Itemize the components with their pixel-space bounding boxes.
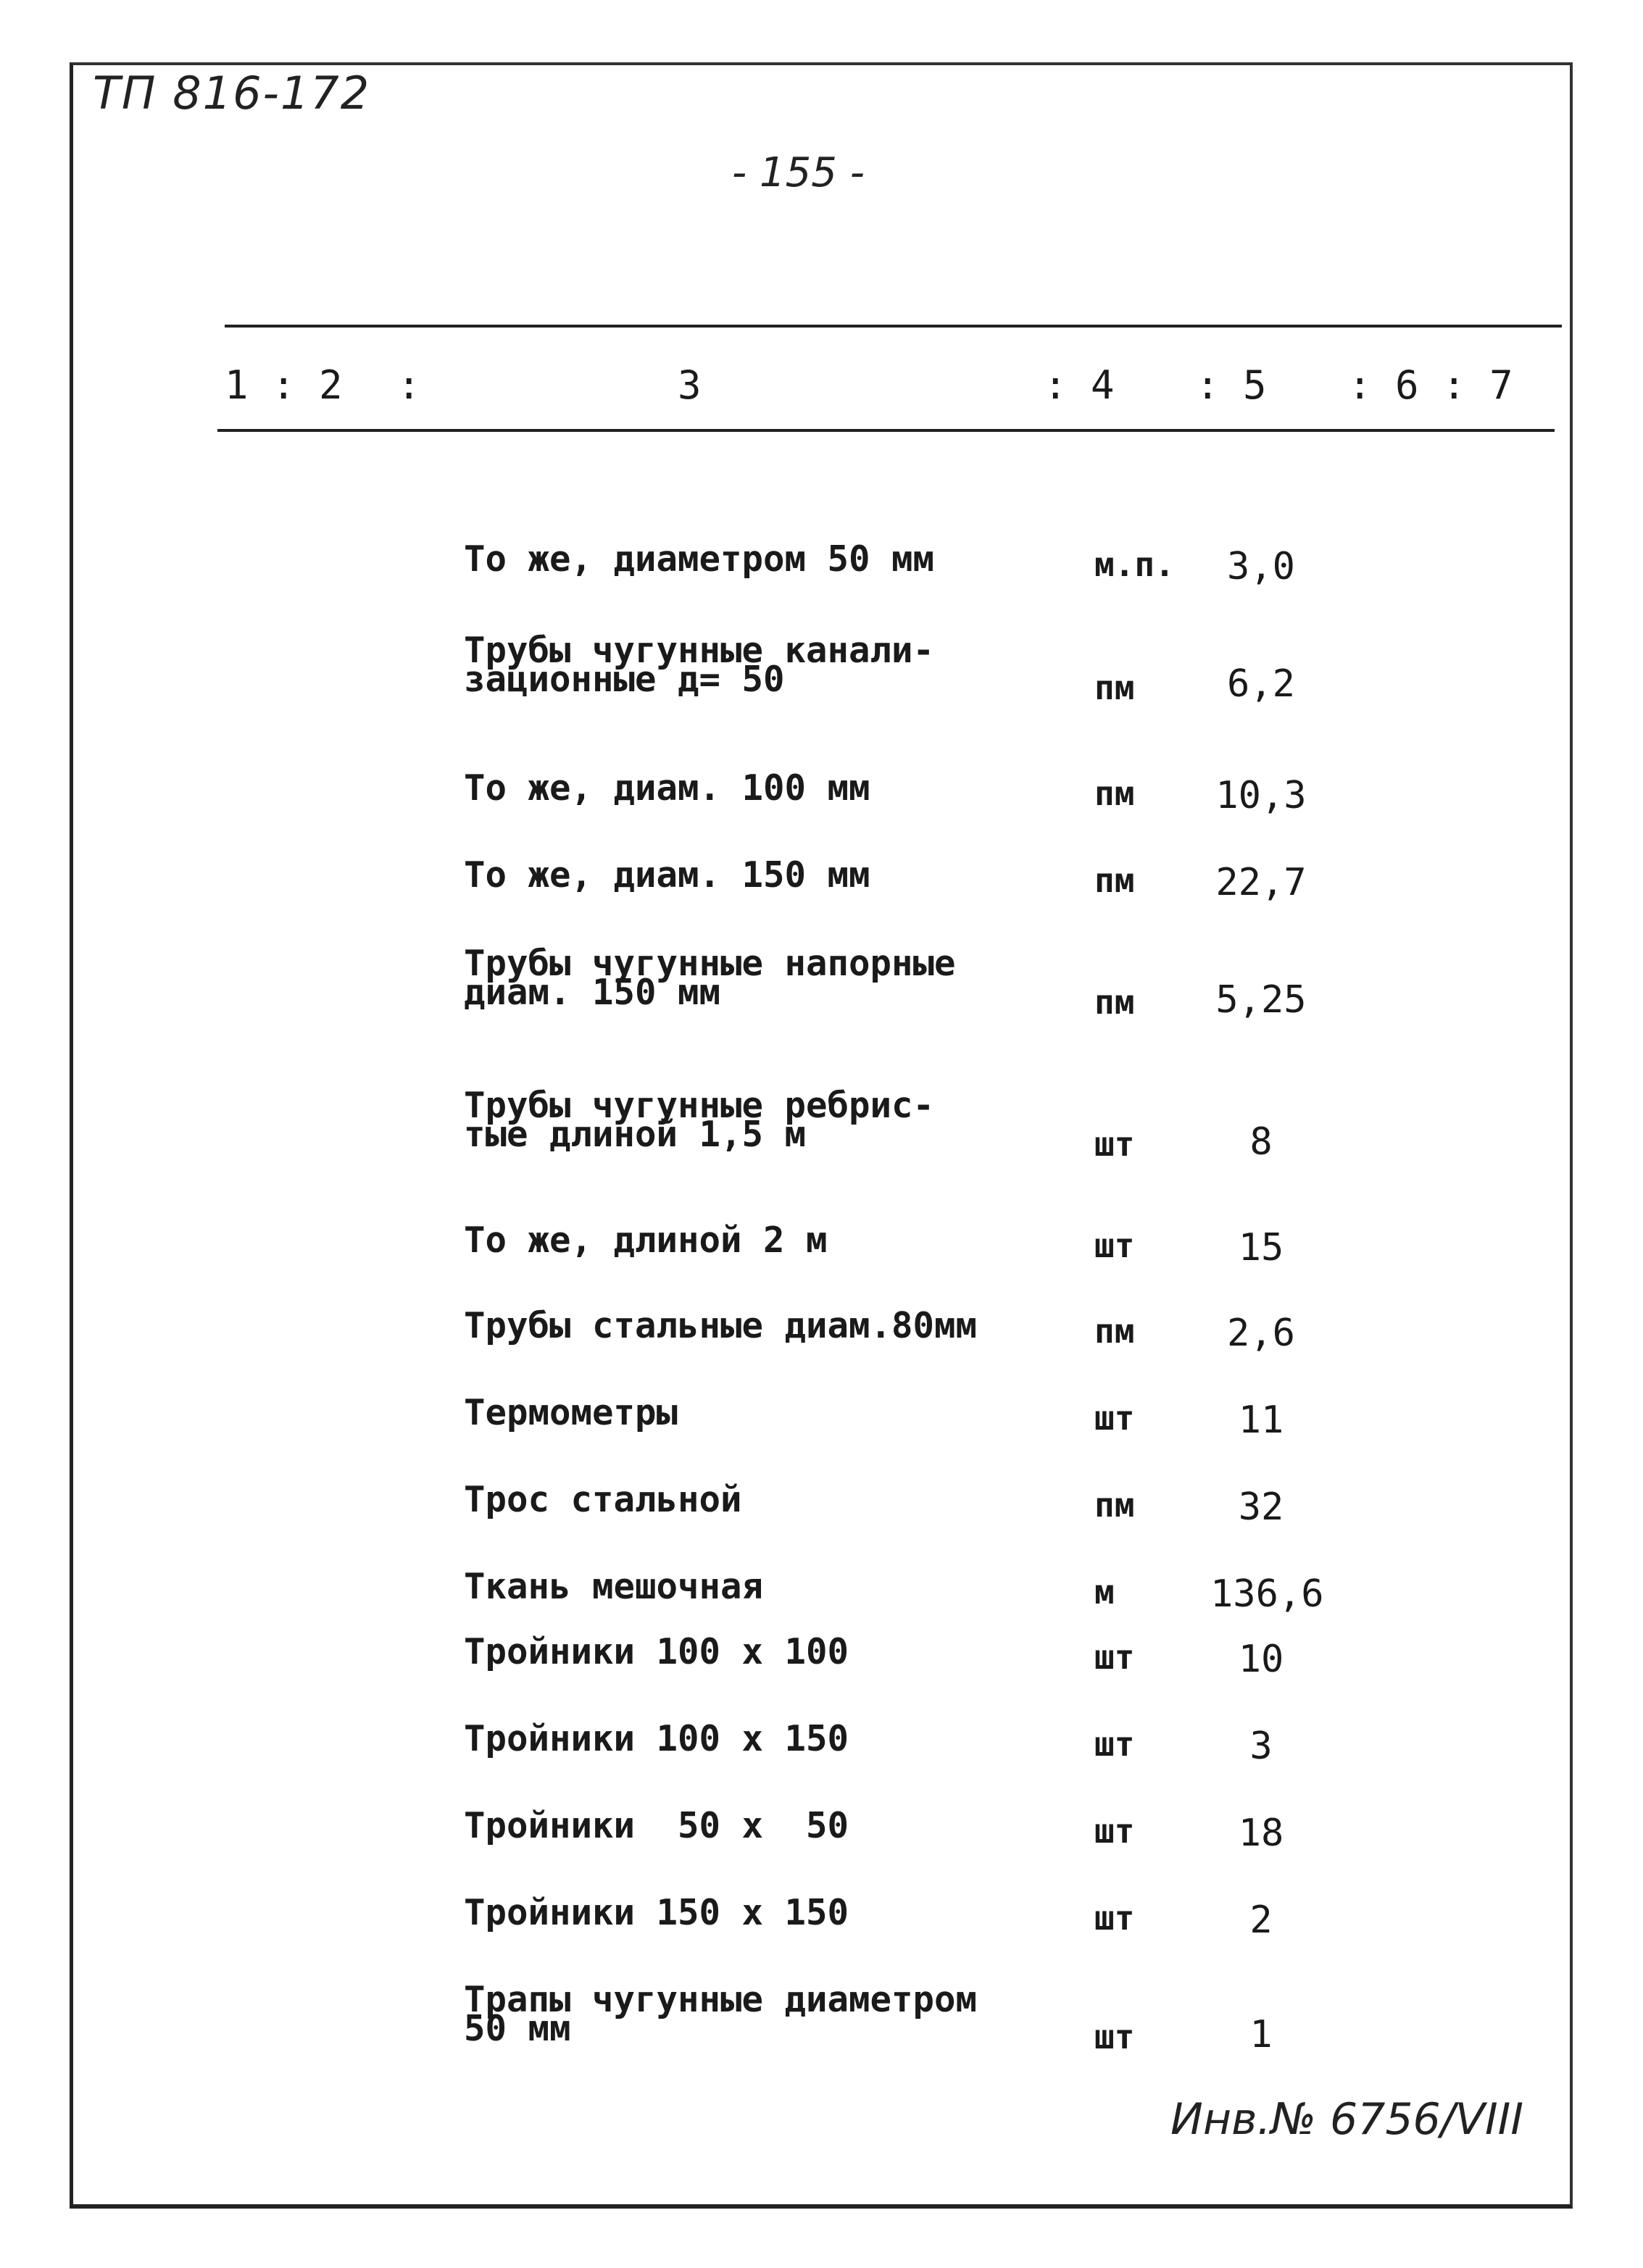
item-qty: 10,3 [1215, 774, 1307, 817]
item-qty: 5,25 [1215, 978, 1307, 1022]
item-qty: 6,2 [1227, 662, 1295, 706]
item-unit: шт [1094, 1725, 1135, 1764]
header-col-6-7: : 6 : 7 [1348, 362, 1513, 408]
item-name: Ткань мешочная [464, 1566, 764, 1607]
item-unit: шт [1094, 1226, 1135, 1265]
item-unit: пм [1094, 774, 1135, 813]
item-name: Трос стальной [464, 1479, 742, 1520]
item-qty: 3,0 [1227, 545, 1295, 588]
item-unit: шт [1094, 1812, 1135, 1851]
item-name: То же, диам. 150 мм [464, 854, 870, 896]
header-bottom-rule [217, 429, 1555, 432]
page-number: - 155 - [732, 149, 865, 196]
item-name: Трубы чугунные ребрис- тые длиной 1,5 м [464, 1085, 935, 1155]
item-qty: 11 [1238, 1398, 1284, 1442]
document-code: ТП 816-172 [93, 67, 371, 120]
item-qty: 2,6 [1227, 1312, 1295, 1355]
item-qty: 15 [1238, 1226, 1284, 1270]
item-unit: шт [1094, 1898, 1135, 1938]
item-qty: 18 [1238, 1812, 1284, 1855]
item-qty: 3 [1249, 1725, 1273, 1768]
item-name: То же, длиной 2 м [464, 1220, 828, 1261]
item-name: Тройники 100 х 100 [464, 1631, 849, 1672]
item-unit: пм [1094, 861, 1135, 900]
item-name: Тройники 150 х 150 [464, 1892, 849, 1933]
item-name: То же, диам. 100 мм [464, 767, 870, 809]
item-qty: 10 [1238, 1638, 1284, 1681]
item-unit: шт [1094, 1398, 1135, 1438]
item-name: Трапы чугунные диаметром 50 мм [464, 1979, 978, 2049]
item-name: Тройники 100 х 150 [464, 1718, 849, 1759]
header-sep: : [397, 362, 421, 408]
item-qty: 32 [1238, 1485, 1284, 1529]
item-qty: 22,7 [1215, 861, 1307, 904]
item-unit: шт [1094, 1125, 1135, 1164]
item-name: Трубы стальные диам.80мм [464, 1305, 978, 1346]
item-unit: шт [1094, 1638, 1135, 1677]
item-unit: м.п. [1094, 545, 1175, 584]
item-qty: 1 [1249, 2013, 1273, 2056]
item-unit: пм [1094, 668, 1135, 707]
item-qty: 136,6 [1210, 1572, 1324, 1616]
item-name: То же, диаметром 50 мм [464, 538, 935, 580]
inventory-number: Инв.№ 6756/VIII [1170, 2094, 1524, 2145]
header-col-5: : 5 [1196, 362, 1267, 408]
header-col-1-2: 1 : 2 [225, 362, 343, 408]
item-qty: 8 [1249, 1120, 1273, 1164]
header-top-rule [225, 325, 1562, 328]
item-name: Термометры [464, 1392, 678, 1433]
item-unit: шт [1094, 2017, 1135, 2056]
item-qty: 2 [1249, 1898, 1273, 1942]
item-unit: пм [1094, 1485, 1135, 1525]
header-col-4: : 4 [1044, 362, 1115, 408]
item-name: Трубы чугунные канали- зационные д= 50 [464, 630, 935, 700]
item-name: Трубы чугунные напорные диам. 150 мм [464, 943, 956, 1013]
item-unit: пм [1094, 983, 1135, 1022]
item-unit: пм [1094, 1312, 1135, 1351]
item-name: Тройники 50 х 50 [464, 1805, 849, 1846]
header-col-3: 3 [678, 362, 702, 408]
item-unit: м [1094, 1572, 1115, 1612]
